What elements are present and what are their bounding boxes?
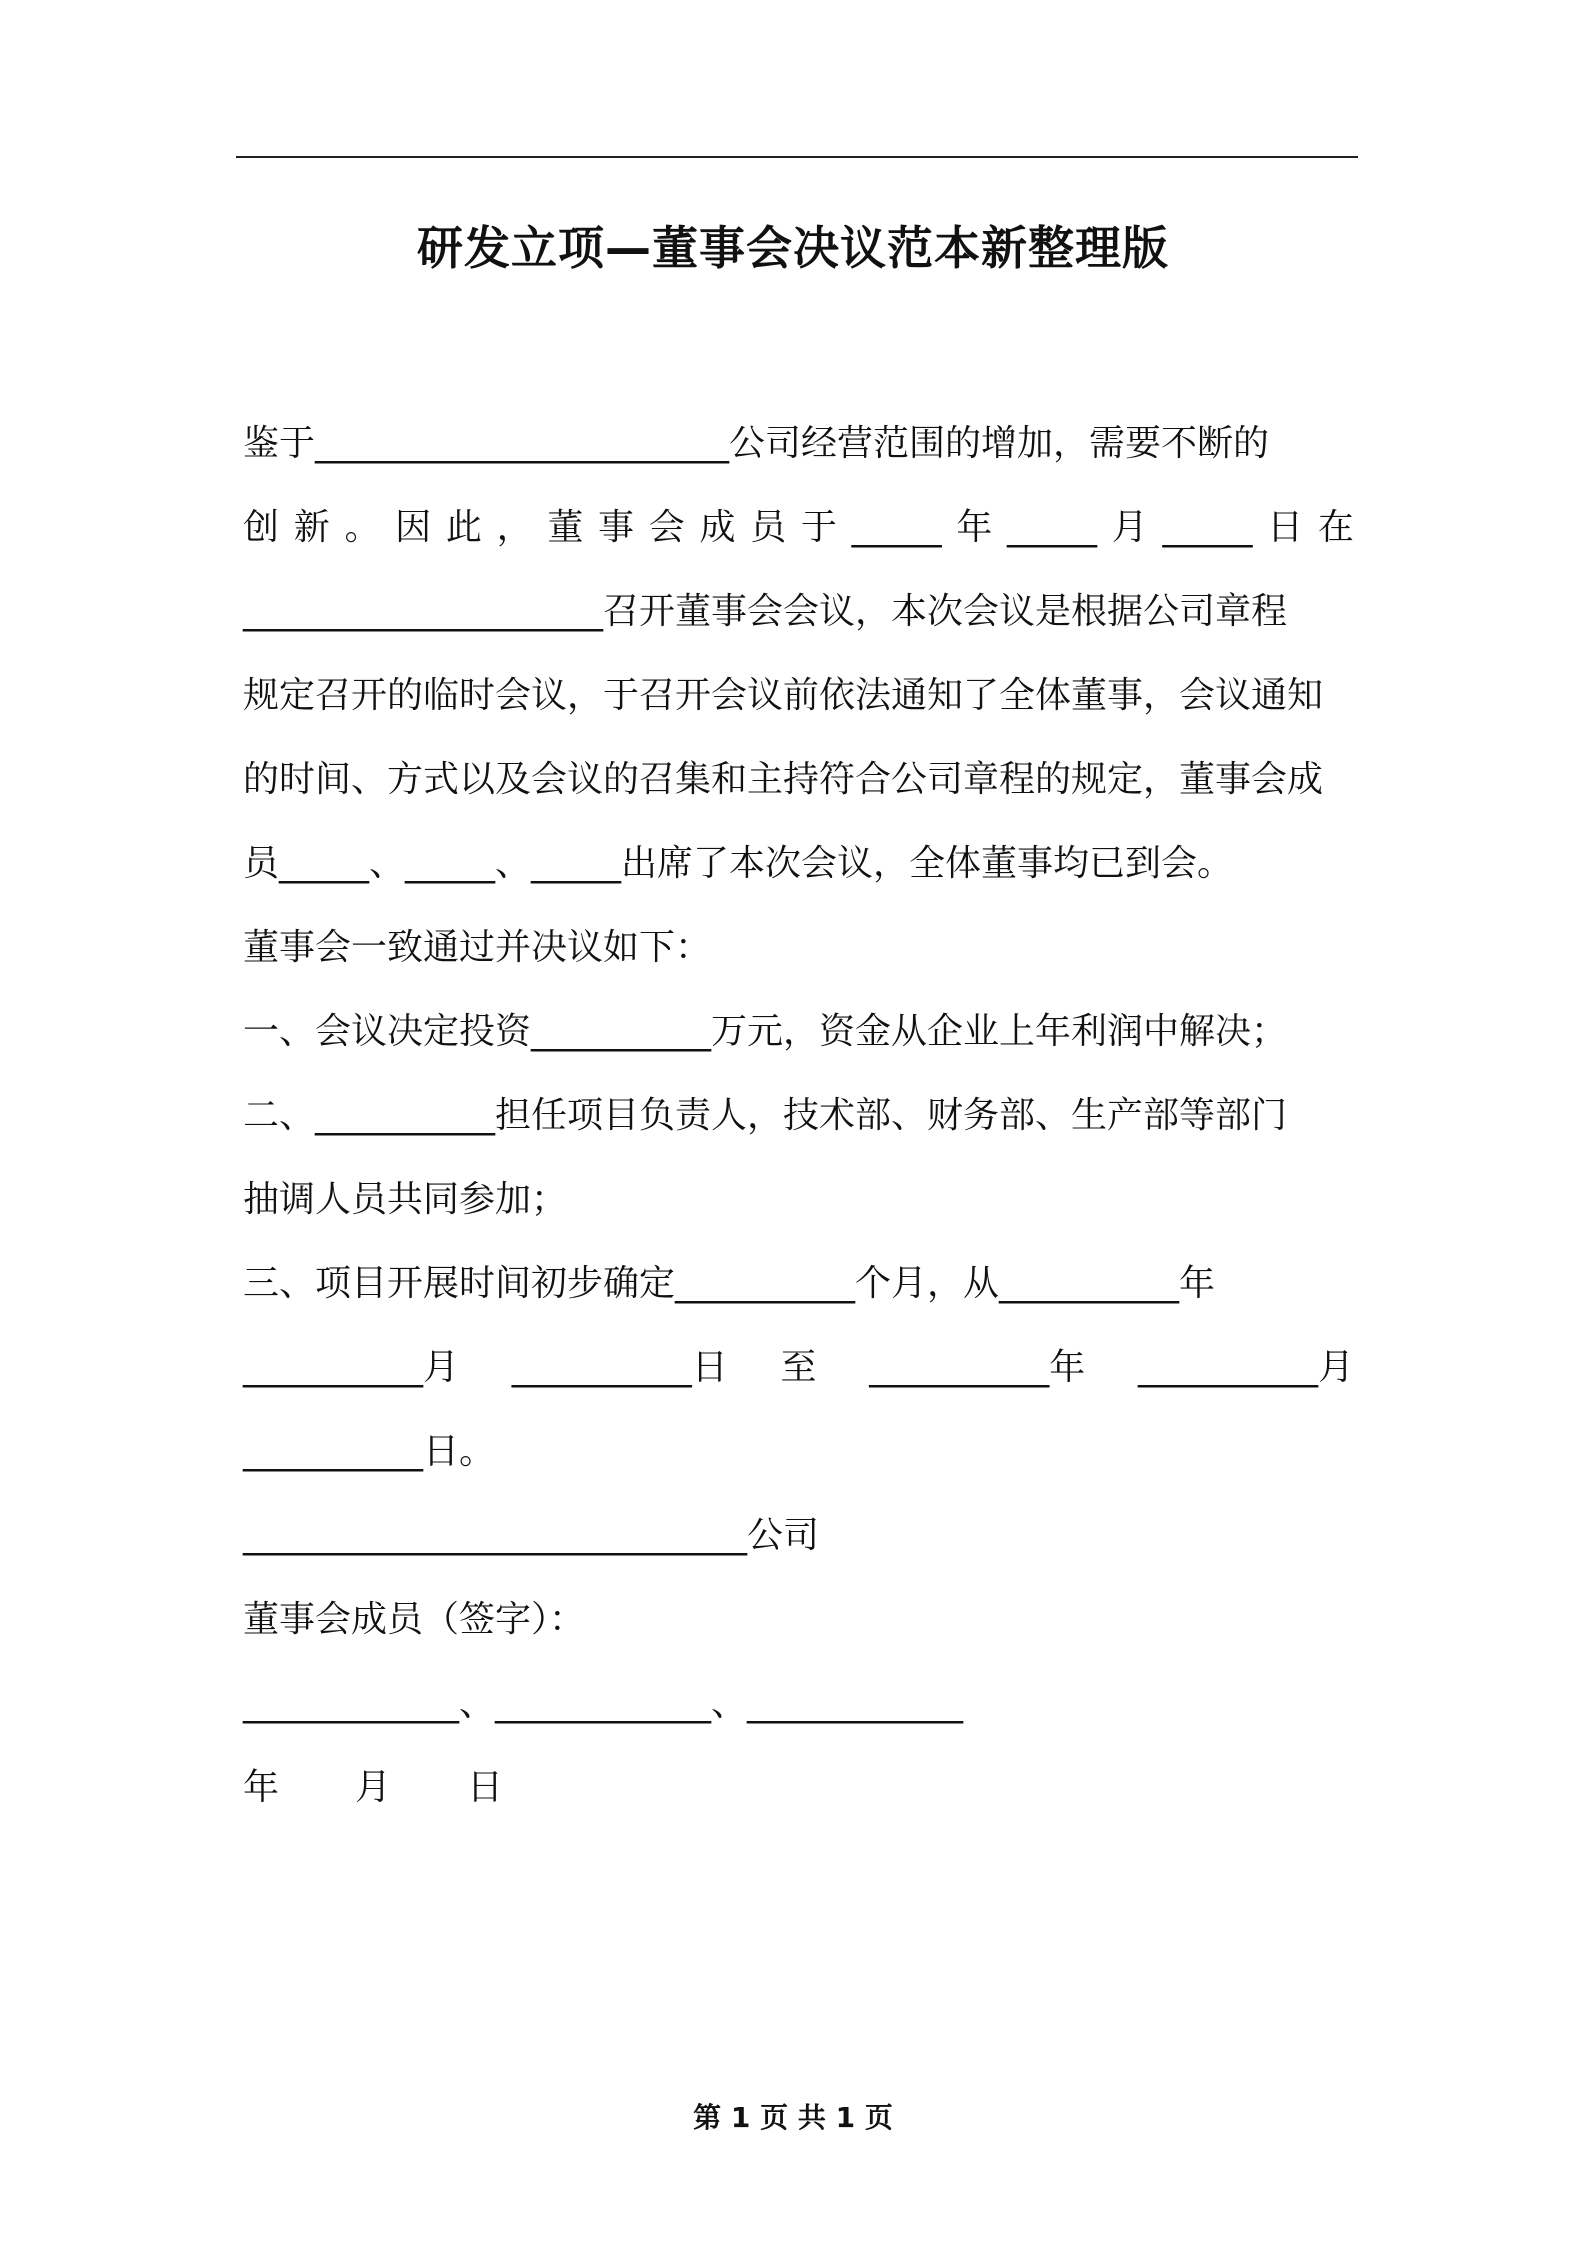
body-line-2-part: 。 <box>344 507 381 548</box>
body-line-2-part: _____ <box>851 507 942 548</box>
date-part: __________月 <box>1137 1347 1354 1388</box>
date-month-label: 月 <box>355 1767 392 1808</box>
body-line-2-part: ， <box>496 507 533 548</box>
resolution-item-2-cont: 抽调人员共同参加； <box>243 1179 568 1220</box>
body-line-2-part: _____ <box>1162 507 1253 548</box>
body-line-2-part: 董 <box>547 507 584 548</box>
body-line-2-part: 此 <box>445 507 482 548</box>
resolution-item-3-dates <box>243 1326 1354 1410</box>
resolution-item-1: 一、会议决定投资__________万元，资金从企业上年利润中解决； <box>243 1011 1288 1052</box>
board-members-label: 董事会成员（签字）： <box>243 1599 586 1640</box>
document-title: 研发立项—董事会决议范本新整理版 <box>417 221 1169 275</box>
body-line-2-part: 成 <box>699 507 736 548</box>
date-year-label: 年 <box>243 1767 280 1808</box>
body-line-2-part: 月 <box>1111 507 1148 548</box>
body-line-2-part: 会 <box>648 507 685 548</box>
header-rule <box>236 156 1358 158</box>
body-line-2-part: 在 <box>1317 507 1354 548</box>
page-number-footer: 第 1 页 共 1 页 <box>693 2101 893 2134</box>
body-line-2-part: _____ <box>1007 507 1098 548</box>
signature-date-line <box>243 1746 1354 1830</box>
date-part: __________日 <box>511 1347 728 1388</box>
resolution-intro: 董事会一致通过并决议如下： <box>243 927 712 968</box>
body-line-2-part: 员 <box>750 507 787 548</box>
body-line-2-part: 新 <box>293 507 330 548</box>
body-line-2-part: 因 <box>395 507 432 548</box>
date-day-label: 日 <box>467 1767 504 1808</box>
body-line-2 <box>243 486 1354 570</box>
body-line-2-part: 日 <box>1267 507 1304 548</box>
body-line-1: 鉴于_______________________公司经营范围的增加，需要不断的 <box>243 423 1270 464</box>
body-line-2-part: 于 <box>800 507 837 548</box>
body-line-5: 的时间、方式以及会议的召集和主持符合公司章程的规定，董事会成 <box>243 759 1324 800</box>
date-part: __________月 <box>243 1347 460 1388</box>
date-part: 至 <box>780 1347 817 1388</box>
resolution-item-3: 三、项目开展时间初步确定__________个月，从__________年 <box>243 1263 1216 1304</box>
body-line-2-part: 年 <box>956 507 993 548</box>
resolution-item-2: 二、__________担任项目负责人，技术部、财务部、生产部等部门 <box>243 1095 1288 1136</box>
document-body <box>243 402 1354 1830</box>
body-line-2-part: 创 <box>243 507 280 548</box>
company-signature-line: ____________________________公司 <box>243 1515 819 1556</box>
body-line-6: 员_____、_____、_____出席了本次会议，全体董事均已到会。 <box>243 843 1234 884</box>
date-part: __________年 <box>869 1347 1086 1388</box>
resolution-item-3-end: __________日。 <box>243 1431 496 1472</box>
body-line-3: ____________________召开董事会会议，本次会议是根据公司章程 <box>243 591 1288 632</box>
body-line-2-part: 事 <box>598 507 635 548</box>
body-line-4: 规定召开的临时会议，于召开会议前依法通知了全体董事，会议通知 <box>243 675 1324 716</box>
board-signature-lines: ____________、____________、____________ <box>243 1683 963 1724</box>
